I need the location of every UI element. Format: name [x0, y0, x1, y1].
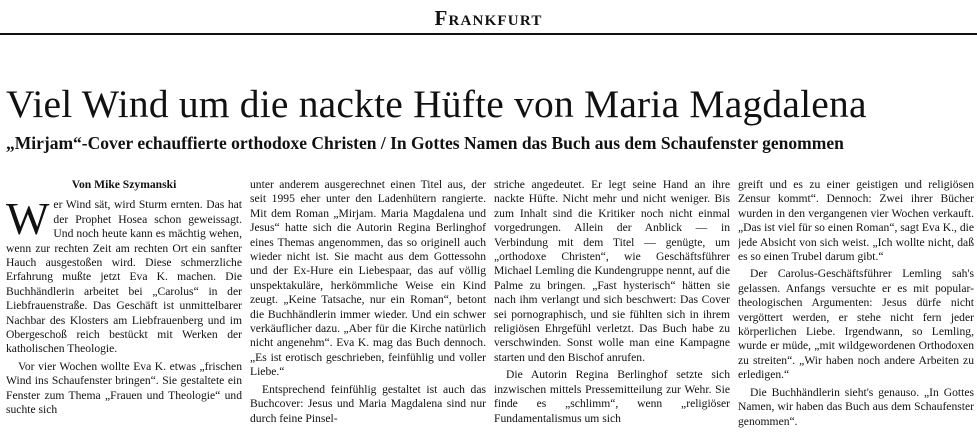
article-paragraph [6, 193, 242, 356]
article-byline: Von Mike Szymanski [71, 178, 177, 191]
article-paragraph: Entsprechend feinfühlig gestaltet ist auch das Buchcover: Jesus und Maria Magdalena sind nur durch feine Pinsel- [250, 382, 486, 425]
article-column-4 [738, 178, 974, 448]
article-paragraph: Vor vier Wochen wollte Eva K. etwas „frischen Wind ins Schaufenster bringen“. Sie gestaltete ein Fenster zum Thema „Frauen und Theologie“ und suchte sich [6, 359, 242, 417]
article-paragraph: Der Carolus-Geschäftsführer Lemling sah's gelassen. Anfangs versuchte er es mit popular-theologischen Argumenten: Jesus dürfe nicht vergöttert werden, er stehe nicht fern jeder körperlichen Liebe. Irgendwann, so Lemling, wurde er müde, „mit wildgewordenen Orthodoxen zu streiten“. „Wir haben noch andere Arbeiten zu erledigen.“ [738, 267, 974, 382]
article-subheadline: „Mirjam“-Cover echauffierte orthodoxe Christen / In Gottes Namen das Buch aus dem Schaufenster genommen [6, 133, 844, 153]
article-headline: Viel Wind um die nackte Hüfte von Maria Magdalena [6, 82, 867, 126]
article-paragraph: striche angedeutet. Er legt seine Hand an ihre nackte Hüfte. Nicht mehr und nicht weniger. Bis zum Inhalt sind die Kritiker noch nicht einmal vorgedrungen. Allein der Anblick — in Verbindung mit dem Titel — genügte, um „orthodoxe Christen“, wie Geschäftsführer Michael Lemling die Kundengruppe nennt, auf die Palme zu bringen. „Fast hysterisch“ hätten sie nach ihm verlangt und sich beschwert: Das Cover sei pornographisch, und sie fühlten sich in ihrem religiösen Ehrgefühl verletzt. Das Buch habe zu verschwinden. Sonst wolle man eine Kampagne starten und den Bischof anrufen. [494, 178, 730, 364]
section-divider [0, 33, 977, 35]
article-column-1 [6, 178, 242, 448]
article-paragraph: Die Buchhändlerin sieht's genauso. „In Gottes Namen, wir haben das Buch aus dem Schaufenster genommen“. [738, 385, 974, 428]
article-paragraph: unter anderem ausgerechnet einen Titel aus, der seit 1995 eher unter den Ladenhütern rangierte. Mit dem Roman „Mirjam. Maria Magdalena und Jesus“ hatte sich die Autorin Regina Berlinghof eines Themas angenommen, das so originell auch wieder nicht ist. Sie macht aus dem Gottessohn und der Ex-Hure ein Liebespaar, das auf völlig unspektakuläre, herkömmliche Weise ein Kind zeugt. „Keine Tatsache, nur ein Roman“, betont die Buchhändlerin immer wieder. Und ein schwer verkäuflicher dazu. „Aber für die Kirche natürlich nicht angenehm“. Eva K. mag das Buch dennoch. „Es ist erotisch geschrieben, feinfühlig und voller Liebe.“ [250, 178, 486, 379]
drop-cap: W [6, 193, 50, 245]
section-title: Frankfurt [434, 6, 543, 30]
paragraph-text: er Wind sät, wird Sturm ernten. Das hat der Prophet Hosea schon geweissagt. Und noch heute kann es mächtig wehen, wenn zur rechten Zeit am rechten Ort ein sanfter Hauch ausgestoßen wird. Diese schmerzliche Erfahrung mußte jetzt Eva K. machen. Die Buchhändlerin arbeitet bei „Carolus“ in der Liebfrauenstraße. Das Geschäft ist unmittelbarer Nachbar des Klosters am Liebfrauenberg und im Obergeschoß reich bestückt mit Werken der katholischen Theologie. [6, 198, 242, 356]
article-column-3 [494, 178, 730, 448]
article-body [6, 178, 974, 448]
article-paragraph: greift und es zu einer geistigen und religiösen Zensur kommt“. Dennoch: Zwei ihrer Bücher wurden in den vergangenen vier Wochen verkauft. „Das ist viel für so einen Roman“, sagt Eva K., die jede Absicht von sich weist. „Ich wollte nicht, daß es so einen Trubel darum gibt.“ [738, 178, 974, 264]
article-column-2 [250, 178, 486, 448]
article-paragraph: Die Autorin Regina Berlinghof setzte sich inzwischen mittels Pressemitteilung zur Wehr. Sie finde es „schlimm“, wenn „religiöser Fundamentalismus um sich [494, 368, 730, 425]
